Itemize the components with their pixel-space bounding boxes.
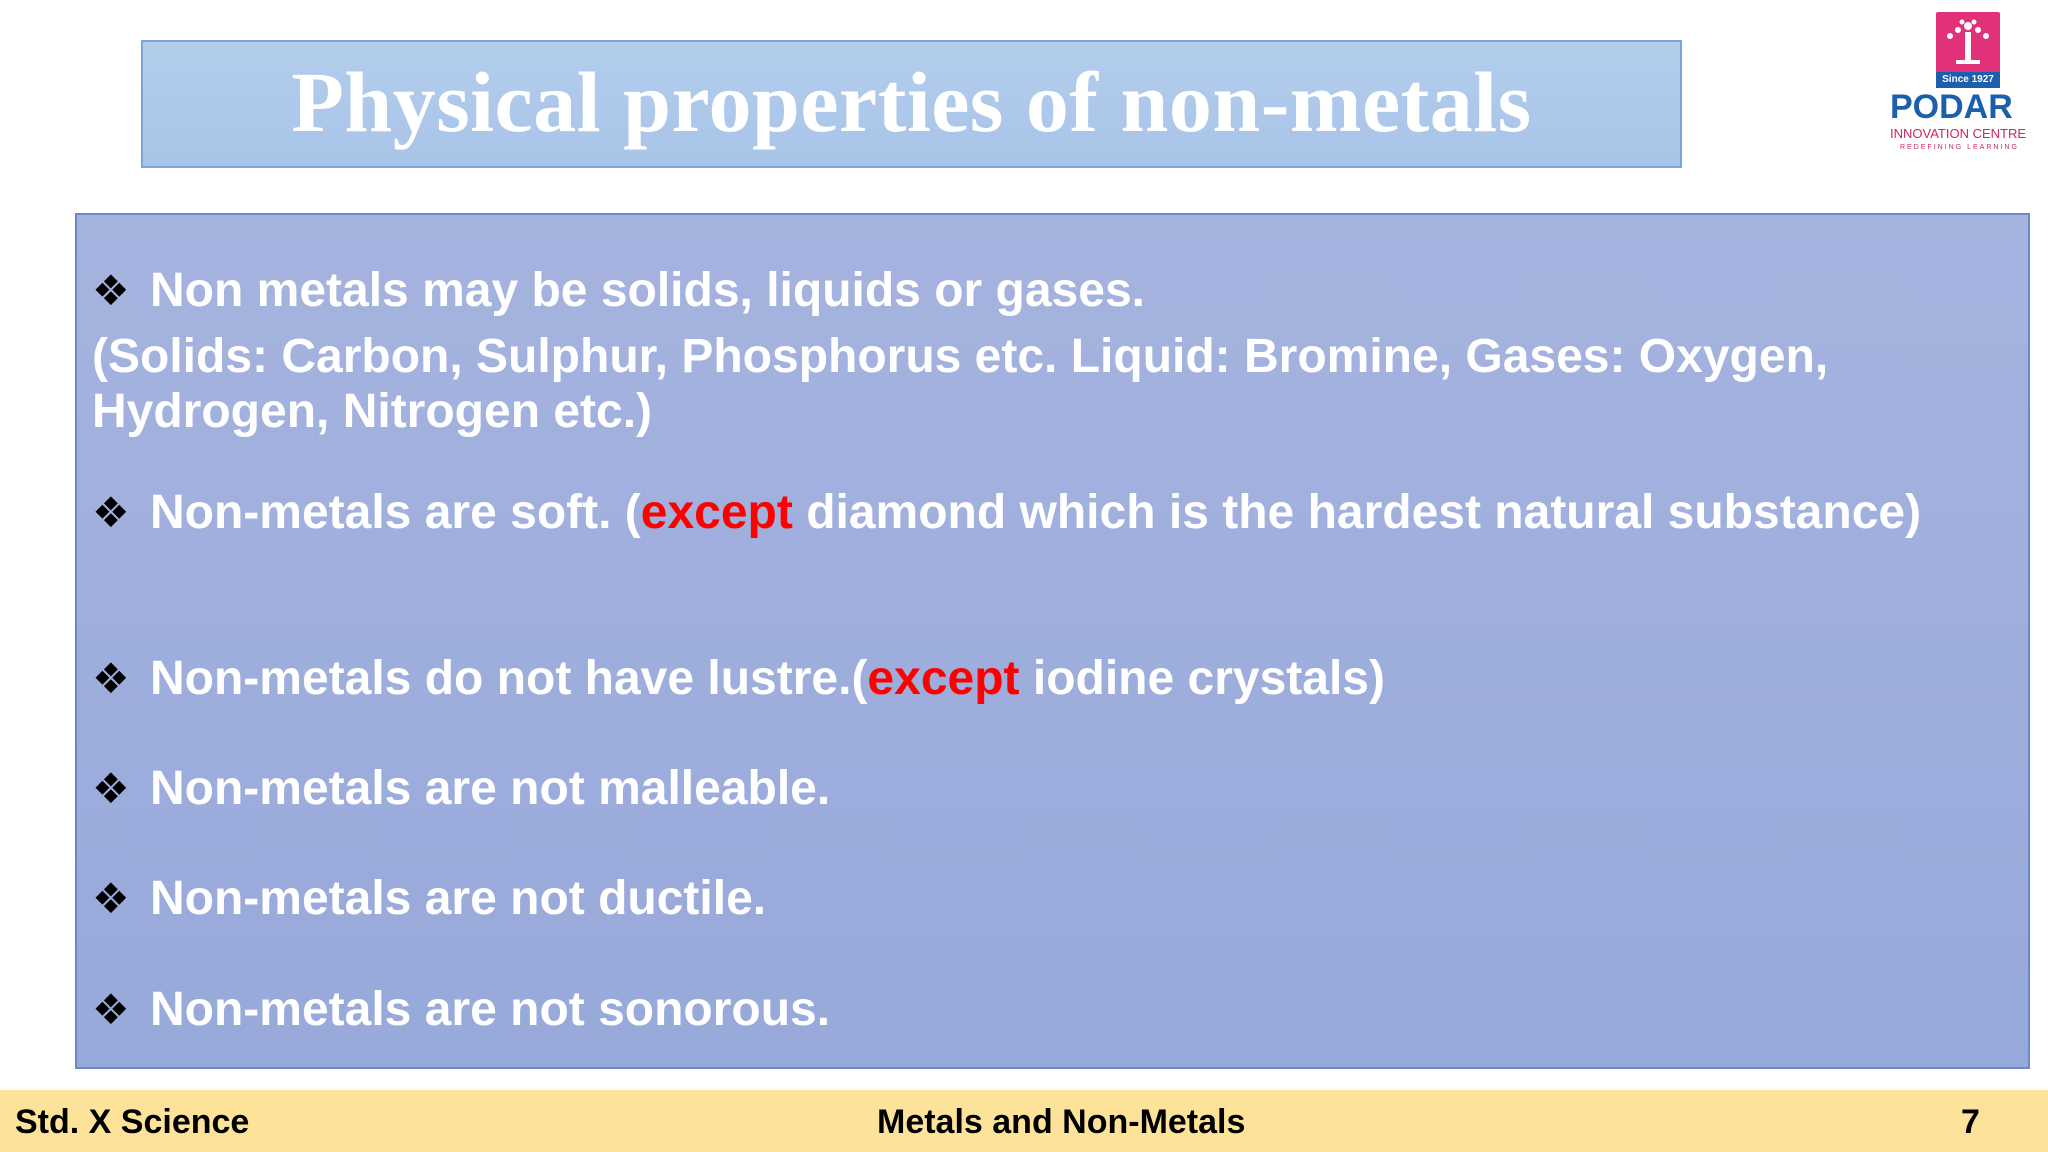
content-box: [75, 213, 2030, 1069]
highlight-text: except: [640, 486, 793, 539]
diamond-bullet-icon: ❖: [92, 875, 130, 922]
list-item: [92, 982, 1988, 1037]
slide-title-box: [141, 40, 1682, 168]
page-number: 7: [1961, 1103, 1980, 1141]
point-text: Non-metals are not malleable.: [150, 762, 831, 815]
diamond-bullet-icon: ❖: [92, 489, 130, 536]
diamond-bullet-icon: ❖: [92, 765, 130, 812]
point-text-part: Non-metals are soft. (: [150, 486, 641, 539]
point-text: [92, 485, 1988, 540]
list-item-examples: [92, 329, 1988, 439]
logo-subtitle: INNOVATION CENTRE: [1890, 126, 2027, 141]
list-item: [92, 263, 1988, 318]
point-text-part: diamond which is the hardest natural substance): [792, 486, 1922, 539]
slide-footer: [0, 1090, 2048, 1152]
point-text: Non-metals are not ductile.: [150, 872, 767, 925]
logo-tagline: REDEFINING LEARNING: [1900, 144, 2019, 151]
point-text: Non-metals are not sonorous.: [150, 983, 831, 1036]
logo-name: PODAR: [1890, 88, 2013, 126]
podar-logo: [1880, 10, 2048, 150]
footer-chapter: Metals and Non-Metals: [877, 1103, 1246, 1141]
list-item: [92, 871, 1988, 926]
point-text-part: iodine crystals): [1019, 652, 1385, 705]
diamond-bullet-icon: ❖: [92, 986, 130, 1033]
diamond-bullet-icon: ❖: [92, 267, 130, 314]
point-text: (Solids: Carbon, Sulphur, Phosphorus etc. Liquid: Bromine, Gases: Oxygen, Hydrogen, Nitrogen etc.): [92, 330, 1829, 438]
list-item: [92, 651, 1988, 706]
diamond-bullet-icon: ❖: [92, 655, 130, 702]
point-text-part: Non-metals do not have lustre.(: [150, 652, 868, 705]
point-text: Non metals may be solids, liquids or gases.: [150, 264, 1145, 317]
list-item: [92, 485, 1988, 540]
list-item: [92, 761, 1988, 816]
point-text: [92, 651, 1988, 706]
logo-since-badge: Since 1927: [1936, 72, 2000, 88]
slide-title: Physical properties of non-metals: [291, 54, 1532, 150]
highlight-text: except: [867, 652, 1020, 705]
footer-course: Std. X Science: [15, 1103, 250, 1141]
